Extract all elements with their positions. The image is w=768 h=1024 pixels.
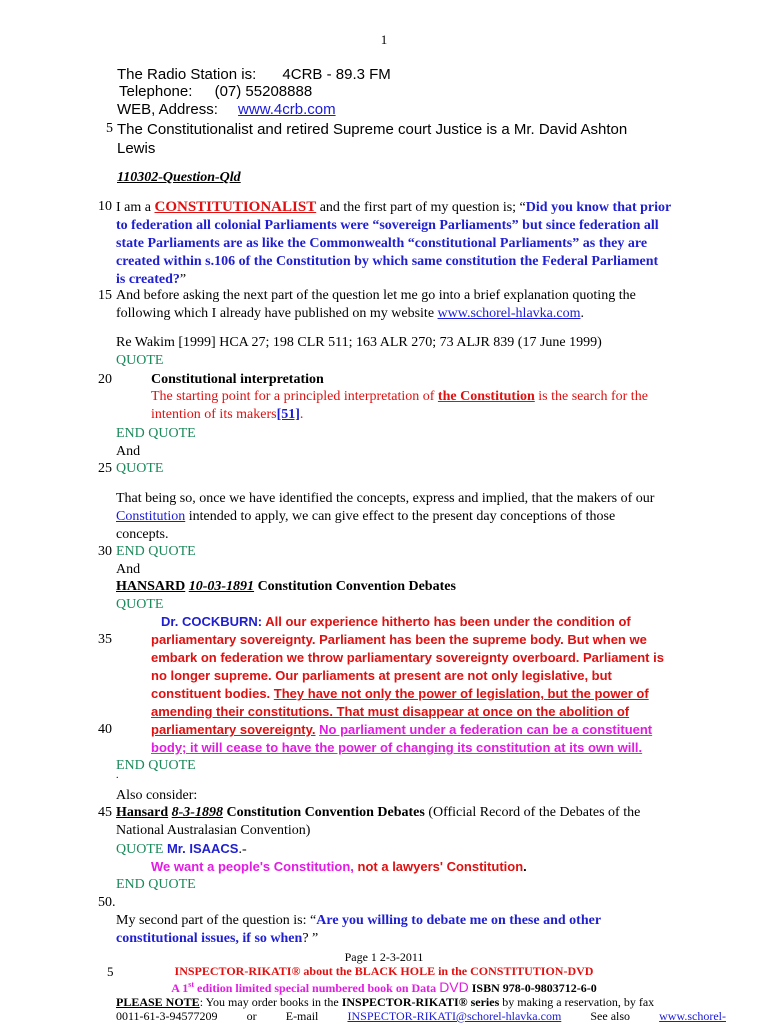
line-number-35: 35 bbox=[98, 632, 112, 647]
edition-isbn: ISBN 978-0-9803712-6-0 bbox=[468, 981, 597, 995]
line-number-25: 25 bbox=[98, 461, 112, 476]
footer-edition bbox=[0, 979, 768, 996]
note-series: INSPECTOR-RIKATI® series bbox=[341, 995, 500, 1009]
hansard2-label: Hansard bbox=[116, 805, 169, 820]
constitution-link[interactable]: Constitution bbox=[116, 509, 186, 524]
question-one-paragraph bbox=[116, 198, 720, 289]
constitutional-interpretation-heading: Constitutional interpretation bbox=[151, 372, 324, 387]
cockburn-line-6: amending their constitutions. That must disappear at once on the abolition of bbox=[151, 704, 630, 719]
constitutionalist-line-2: Lewis bbox=[117, 140, 156, 157]
web-line bbox=[117, 101, 336, 119]
constitutionalist-line-1: The Constitutionalist and retired Supreme court Justice is a Mr. David Ashton bbox=[117, 121, 628, 138]
cockburn-line-3: embark on federation we throw parliamentary sovereignty overboard. Parliament is bbox=[151, 650, 664, 665]
before-paragraph bbox=[116, 287, 720, 323]
also-consider: Also consider: bbox=[116, 788, 198, 803]
quote1-l2-post: . bbox=[299, 407, 304, 422]
line-number-15: 15 bbox=[98, 288, 112, 303]
cockburn-line-4: no longer supreme. Our parliaments at present are not only legislative, but bbox=[151, 668, 612, 683]
isaacs-line bbox=[116, 840, 720, 859]
q1-bold-l5: is created? bbox=[116, 272, 180, 287]
cockburn-line-2: parliamentary sovereignty. Parliament has been the supreme body. But when we bbox=[151, 632, 647, 647]
edition-post: edition limited special numbered book on Data bbox=[194, 981, 440, 995]
hansard-label: HANSARD bbox=[116, 579, 186, 594]
hansard-1898-heading bbox=[116, 804, 720, 840]
quote-start-2: QUOTE bbox=[116, 461, 164, 476]
edition-pre: A 1 bbox=[171, 981, 189, 995]
quote1-l1-pre: The starting point for a principled interpretation of bbox=[151, 389, 438, 404]
footer-contact bbox=[116, 1009, 726, 1023]
cockburn-line-5-underlined: They have not only the power of legislation, but the power of bbox=[273, 686, 649, 701]
isaacs-quote bbox=[151, 858, 527, 876]
q1-mid: and the first part of my question is; “ bbox=[316, 200, 526, 215]
speaker-cockburn: Dr. COCKBURN: bbox=[161, 614, 263, 629]
hansard2-title: Constitution Convention Debates bbox=[222, 805, 425, 820]
edition-sup: st bbox=[188, 980, 195, 989]
hansard2-convention: National Australasian Convention) bbox=[116, 823, 311, 838]
second-bold-2: constitutional issues, if so when bbox=[116, 931, 303, 946]
cockburn-line-8: body; it will cease to have the power of changing its constitution at its own will. bbox=[151, 740, 643, 755]
quote-start-1: QUOTE bbox=[116, 353, 164, 368]
cockburn-line-7-magenta: No parliament under a federation can be a constituent bbox=[319, 722, 653, 737]
speaker-isaacs: Mr. ISAACS bbox=[166, 841, 239, 856]
footer-page-info: Page 1 2-3-2011 bbox=[344, 950, 424, 964]
hansard2-official-record: (Official Record of the Debates of the bbox=[424, 805, 641, 820]
constitutionalist-paragraph bbox=[117, 120, 737, 158]
line-number-10: 10 bbox=[98, 199, 112, 214]
web-link[interactable]: www.4crb.com bbox=[238, 101, 336, 118]
quote-end-1: END QUOTE bbox=[116, 426, 196, 441]
line-number-40: 40 bbox=[98, 722, 112, 737]
quote-end-4: END QUOTE bbox=[116, 877, 196, 892]
quote1-l2-pre: intention of its makers bbox=[151, 407, 277, 422]
cockburn-line-5: constituent bodies. bbox=[151, 686, 274, 701]
footer-line-number: 5 bbox=[107, 964, 114, 979]
quote2-line-3: concepts. bbox=[116, 527, 169, 542]
quote-end-3: END QUOTE bbox=[116, 758, 196, 773]
telephone-line bbox=[119, 83, 312, 101]
isaacs-quote-red: not a lawyers' Constitution bbox=[353, 859, 524, 874]
email-link[interactable]: INSPECTOR-RIKATI@schorel-hlavka.com bbox=[347, 1009, 562, 1023]
q1-bold-l1: Did you know that prior bbox=[525, 200, 672, 215]
quote2-body bbox=[116, 490, 720, 544]
before-period: . bbox=[580, 306, 584, 321]
quote-start-3: QUOTE bbox=[116, 597, 164, 612]
q1-close: ” bbox=[179, 272, 187, 287]
second-pre: My second part of the question is: “ bbox=[116, 913, 317, 928]
radio-station-line bbox=[117, 66, 391, 84]
line-number-20: 20 bbox=[98, 372, 112, 387]
q1-intro: I am a bbox=[116, 200, 155, 215]
q1-bold-l2: to federation all colonial Parliaments were “sovereign Parliaments” but since federation all bbox=[116, 218, 659, 233]
isaacs-tail: .- bbox=[238, 842, 247, 857]
web-label: WEB, Address: bbox=[117, 101, 218, 118]
fax-number: 0011-61-3-94577209 bbox=[116, 1009, 218, 1023]
question-heading: 110302-Question-Qld bbox=[117, 170, 241, 185]
line-number-50: 50. bbox=[98, 895, 116, 910]
see-also-link[interactable]: www.schorel- bbox=[659, 1009, 726, 1023]
email-label: E-mail bbox=[285, 1009, 319, 1023]
cockburn-line-1: All our experience hitherto has been under the condition of bbox=[262, 614, 631, 629]
website-link[interactable]: www.schorel-hlavka.com bbox=[437, 306, 581, 321]
footer-note bbox=[116, 995, 720, 1009]
radio-label: The Radio Station is: bbox=[117, 66, 257, 83]
isaacs-quote-magenta: We want a people's Constitution, bbox=[151, 859, 354, 874]
dot-separator: . bbox=[116, 770, 119, 781]
line-number-5: 5 bbox=[106, 121, 113, 136]
telephone-value: (07) 55208888 bbox=[214, 83, 313, 100]
quote-end-2: END QUOTE bbox=[116, 544, 196, 559]
please-note-label: PLEASE NOTE bbox=[116, 995, 200, 1009]
cockburn-line-7: parliamentary sovereignty. bbox=[151, 722, 316, 737]
hansard-title: Constitution Convention Debates bbox=[254, 579, 456, 594]
note-text-post: by making a reservation, by fax bbox=[499, 995, 655, 1009]
and-2: And bbox=[116, 562, 141, 577]
hansard-date: 10-03-1891 bbox=[188, 579, 255, 594]
second-question bbox=[116, 912, 720, 948]
top-page-number: 1 bbox=[380, 32, 388, 47]
second-end: ? ” bbox=[302, 931, 319, 946]
note-text-pre: : You may order books in the bbox=[199, 995, 342, 1009]
line-number-30: 30 bbox=[98, 544, 112, 559]
before-line-1: And before asking the next part of the question let me go into a brief explanation quoting the bbox=[116, 288, 636, 303]
quote2-line-1: That being so, once we have identified the concepts, express and implied, that the makers of our bbox=[116, 491, 655, 506]
isaacs-quote-end: . bbox=[523, 859, 527, 874]
footnote-51-link[interactable]: [51] bbox=[276, 407, 300, 422]
and-1: And bbox=[116, 444, 141, 459]
quote2-line-2: intended to apply, we can give effect to the present day conceptions of those bbox=[185, 509, 616, 524]
quote1-the-constitution: the Constitution bbox=[437, 389, 535, 404]
line-number-45: 45 bbox=[98, 805, 112, 820]
quote1-body bbox=[151, 388, 721, 424]
see-also-text: See also bbox=[590, 1009, 631, 1023]
hansard-1891-heading bbox=[116, 578, 720, 596]
wakim-citation: Re Wakim [1999] HCA 27; 198 CLR 511; 163 ALR 270; 73 ALJR 839 (17 June 1999) bbox=[116, 335, 602, 350]
quote1-l1-post: is the search for the bbox=[534, 389, 648, 404]
q1-bold-l4: created within s.106 of the Constitution by which same constitution the Federal Parliament bbox=[116, 254, 659, 269]
footer-title: INSPECTOR-RIKATI® about the BLACK HOLE in the CONSTITUTION-DVD bbox=[174, 964, 594, 978]
second-bold: Are you willing to debate me on these and other bbox=[316, 913, 602, 928]
quote-start-4: QUOTE bbox=[116, 842, 164, 857]
cockburn-quote bbox=[151, 613, 731, 757]
before-line-2: following which I already have published on my website bbox=[116, 306, 438, 321]
q1-bold-l3: state Parliaments are as like the Commonwealth “constitutional Parliaments” as they are bbox=[116, 236, 648, 251]
edition-dvd: DVD bbox=[439, 979, 469, 995]
telephone-label: Telephone: bbox=[119, 83, 193, 100]
hansard2-date: 8-3-1898 bbox=[171, 805, 223, 820]
or-text: or bbox=[246, 1009, 257, 1023]
radio-value: 4CRB - 89.3 FM bbox=[282, 66, 391, 83]
q1-constitutionalist: CONSTITUTIONALIST bbox=[154, 199, 317, 215]
